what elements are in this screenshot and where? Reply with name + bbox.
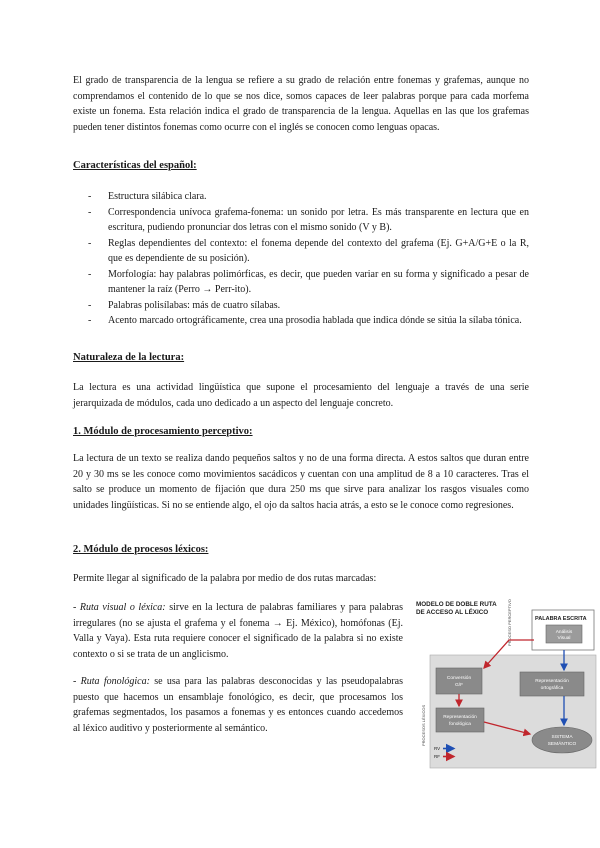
- ruta-visual-text: sirve en la lectura de palabras familiares y para palabras irregulares (no se ajusta el grafema y el fonema → Ej. México), homófonas (Ej. Valla y Vaya). Esta ruta requiere conocer el significado de la palabra si no existe contexto o si se trata de un anglicismo.: [73, 602, 403, 660]
- side-label-perceptivo: PROCESO PERCEPTIVO: [507, 599, 512, 646]
- modulo-lexicos-intro: Permite llegar al significado de la palabra por medio de dos rutas marcadas:: [73, 573, 377, 584]
- diagram-title-line2: DE ACCESO AL LÉXICO: [416, 609, 489, 616]
- box-conversion-gf: [436, 668, 482, 694]
- ruta-fonologica-paragraph: - Ruta fonológica: se usa para las palabras desconocidas y las pseudopalabras puesto que hacemos un ensamblaje fonológico, es decir, que procesamos los grafemas segmentados, los pasamos a fonemas y es entonces cuando accedemos al léxico auditivo y posteriormente al semántico.: [73, 676, 403, 734]
- box-sistema-semantico: [532, 727, 592, 753]
- section-title-caracteristicas: Características del español:: [73, 160, 197, 171]
- legend-rf-label: RF: [434, 754, 440, 759]
- caracteristicas-list: [88, 189, 529, 329]
- box-fonologica-line2: fonológica: [449, 722, 471, 727]
- intro-paragraph: El grado de transparencia de la lengua se refiere a su grado de relación entre fonemas y grafemas, aunque no comprendamos el contenido de lo que se nos dice, somos capaces de leer palabras porque para cada morfema existe un fonema. Esta relación indica el grado de transparencia de la lengua. Aquellas en las que los grafemas pueden tener distintos fonemas como ocurre con el inglés se conocen como lenguas opacas.: [73, 75, 529, 133]
- list-item: - Acento marcado ortográficamente, crea una prosodia hablada que indica dónde se sitúa la sílaba tónica.: [88, 315, 522, 326]
- naturaleza-paragraph: La lectura es una actividad lingüística que supone el procesamiento del lenguaje a través de una serie jerarquizada de módulos, cada uno dedicado a un aspecto del lenguaje concreto.: [73, 382, 529, 409]
- ruta-fonologica-text: se usa para las palabras desconocidas y las pseudopalabras puesto que hacemos un ensamblaje fonológico, es decir, que procesamos los grafemas segmentados, los pasamos a fonemas y es entonces cuando accedemos al léxico auditivo y posteriormente al semántico.: [73, 676, 403, 734]
- ruta-visual-paragraph: - Ruta visual o léxica: sirve en la lectura de palabras familiares y para palabras irregulares (no se ajusta el grafema y el fonema → Ej. México), homófonas (Ej. Valla y Vaya). Esta ruta requiere conocer el significado de la palabra si no existe contexto o si se trata de un anglicismo.: [73, 602, 403, 660]
- box-representacion-ortografica: [520, 672, 584, 696]
- legend-rv-label: RV: [434, 746, 441, 751]
- modulo-perceptivo-paragraph: La lectura de un texto se realiza dando pequeños saltos y no de una forma directa. A estos saltos que duran entre 20 y 30 ms se les conoce como movimientos sacádicos y cuentan con una amplitud de 8 a 10 caracteres. Tras el salto se produce un momento de fijación que dura 250 ms que sirve para analizar los rasgos visuales como unidades lingüísticas. Si no se entiende algo, el ojo da saltos hacia atrás, a esto se le conoce como regresiones.: [73, 453, 529, 511]
- side-label-lexicos: PROCESOS LÉXICOS: [421, 704, 426, 746]
- dual-route-diagram: [414, 598, 598, 770]
- list-item: - Estructura silábica clara.: [88, 191, 207, 202]
- diagram-svg: [414, 598, 598, 770]
- box-semantico-line2: SEMÁNTICO: [547, 742, 577, 747]
- box-conversion-line2: G/F: [455, 683, 463, 688]
- box-conversion-line1: Conversión: [446, 676, 472, 681]
- box-analisis-visual-line2: Visual: [557, 636, 571, 641]
- list-item: - Correspondencia unívoca grafema-fonema: un sonido por letra. Es más transparente en lectura que en escritura, pudiendo pronunciar dos letras con el mismo sonido (V y B).: [88, 206, 529, 233]
- box-analisis-visual-line1: Análisis: [555, 630, 573, 635]
- box-ortografica-line1: Representación: [535, 679, 569, 684]
- section-title-modulo-lexicos: 2. Módulo de procesos léxicos:: [73, 544, 209, 555]
- diagram-title-line1: MODELO DE DOBLE RUTA: [416, 601, 497, 608]
- section-title-naturaleza: Naturaleza de la lectura:: [73, 352, 185, 363]
- list-item: - Reglas dependientes del contexto: el fonema depende del contexto del grafema (Ej. G+A/G+E o la R, que es dependiente de su posición).: [88, 237, 529, 264]
- box-palabra-escrita-label: PALABRA ESCRITA: [535, 616, 587, 622]
- box-fonologica-line1: Representación: [443, 715, 477, 720]
- list-item: - Palabras polisílabas: más de cuatro sílabas.: [88, 299, 281, 311]
- ruta-fonologica-label: Ruta fonológica:: [80, 676, 150, 687]
- box-ortografica-line2: ortográfica: [540, 686, 564, 691]
- list-item: - Morfología: hay palabras polimórficas, es decir, que pueden variar en su forma y significado a pesar de mantener la raíz (Perro → Perr-ito).: [88, 268, 529, 295]
- box-semantico-line1: SISTEMA: [551, 735, 573, 740]
- ruta-visual-label: Ruta visual o léxica:: [79, 602, 166, 613]
- box-representacion-fonologica: [436, 708, 484, 732]
- section-title-modulo-perceptivo: 1. Módulo de procesamiento perceptivo:: [73, 426, 253, 437]
